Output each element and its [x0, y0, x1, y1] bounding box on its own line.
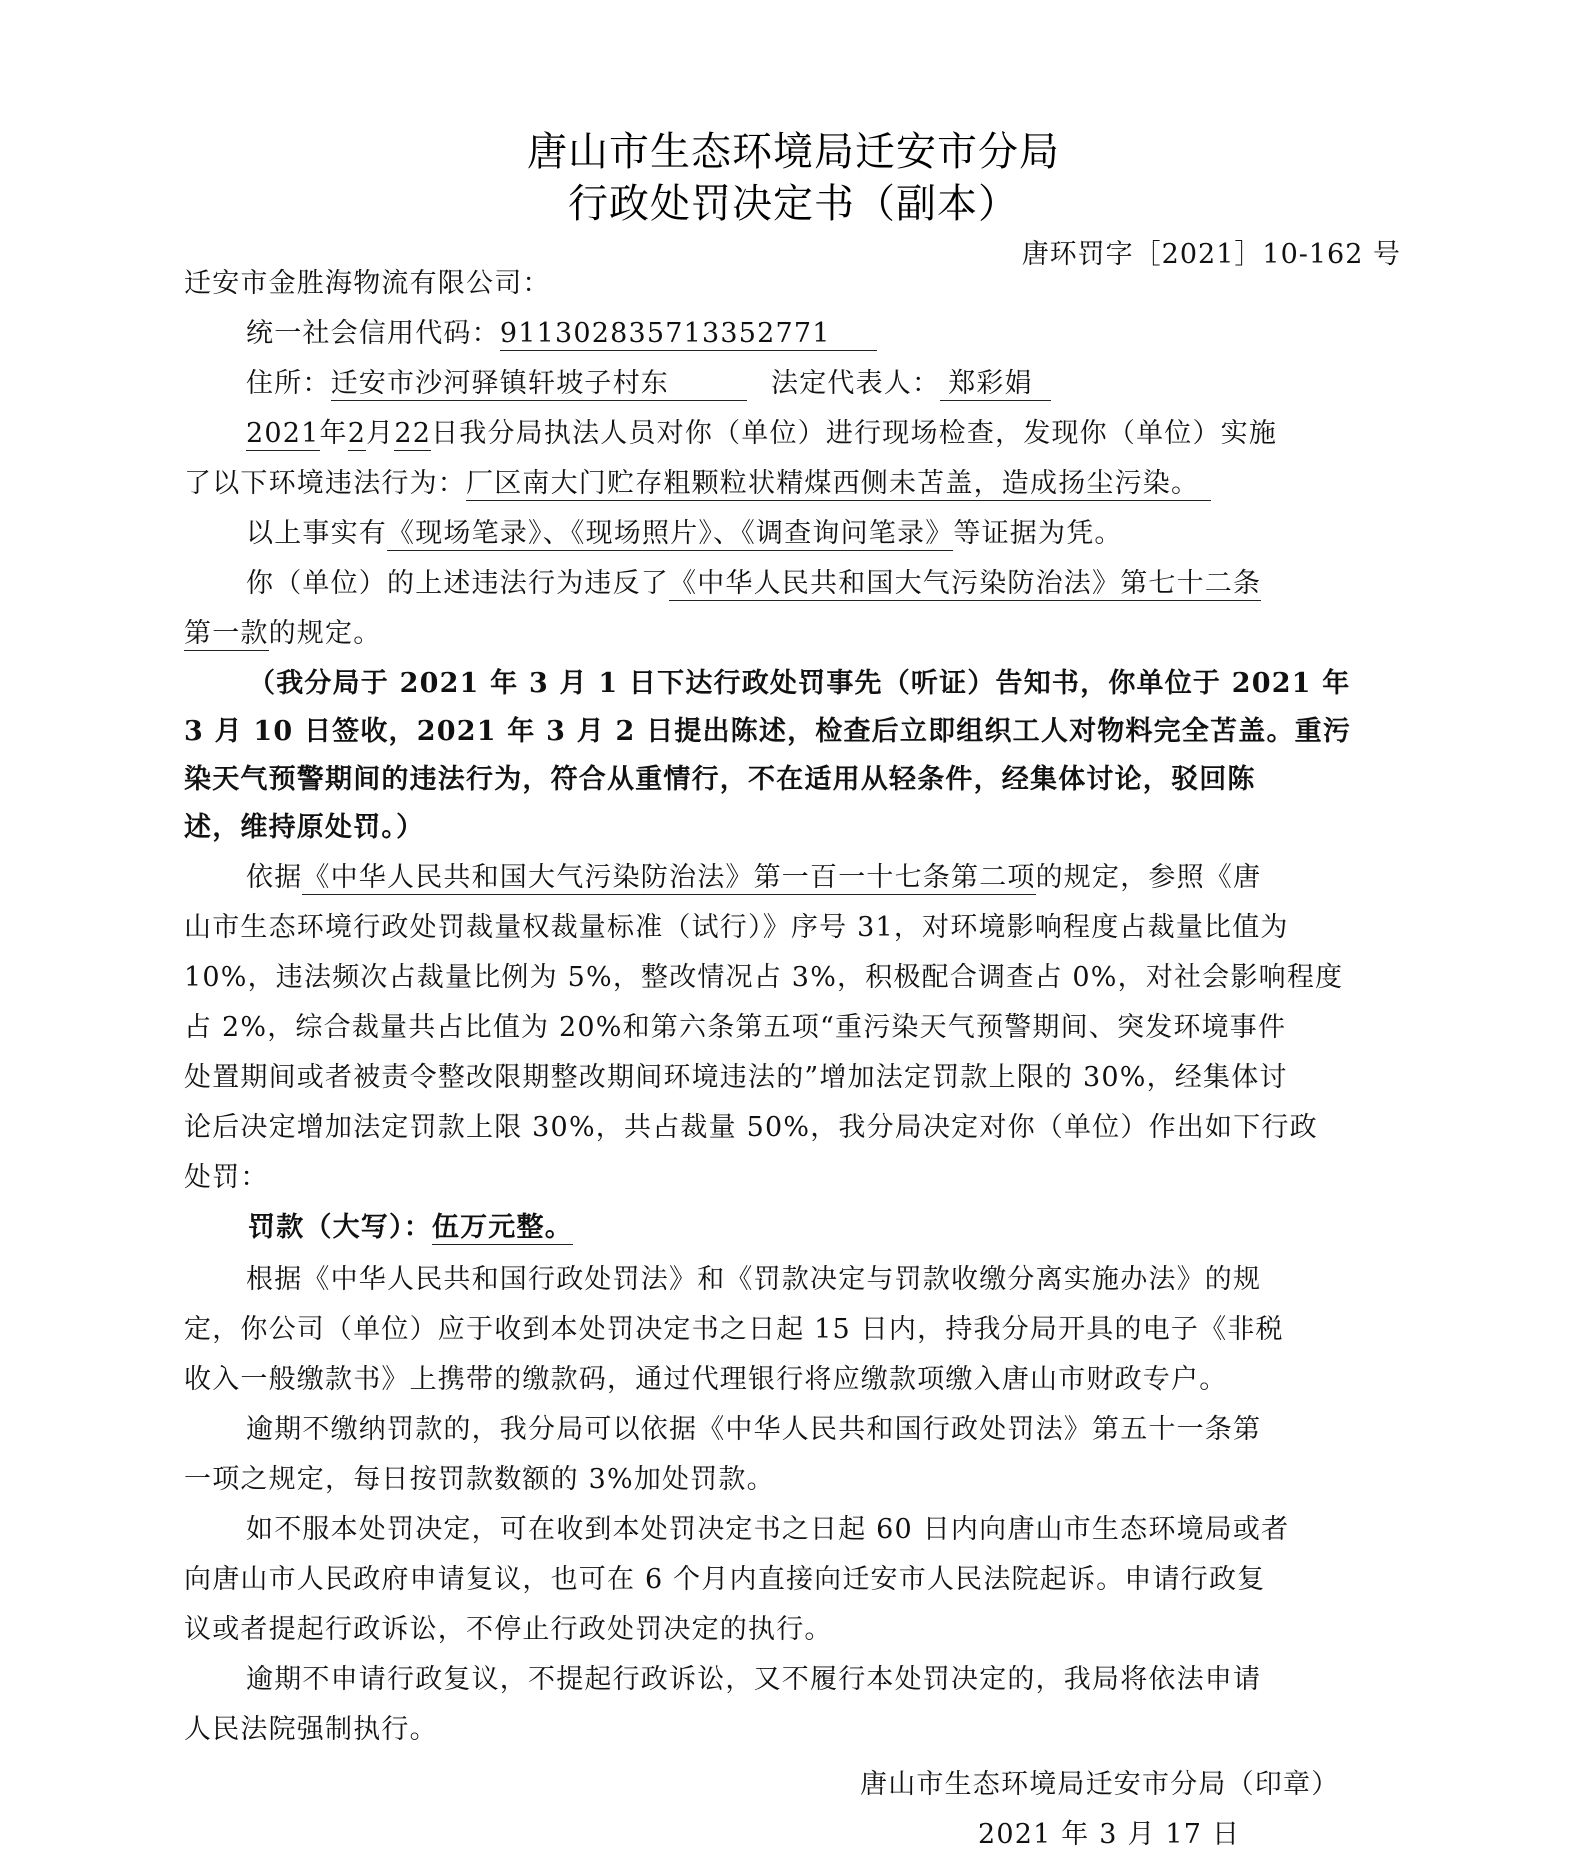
basis-line2: 山市生态环境行政处罚裁量权裁量标准（试行）》序号 31，对环境影响程度占裁量比值为 — [184, 912, 1289, 943]
evidence-suffix: 等证据为凭。 — [953, 518, 1123, 549]
basis-line5: 处置期间或者被责令整改限期整改期间环境违法的”增加法定罚款上限的 30%，经集体讨 — [184, 1062, 1288, 1093]
document-number: 唐环罚字［2021］10-162 号 — [1021, 239, 1401, 270]
credit-code-value: 911302835713352771 — [500, 318, 877, 351]
law-violated-prefix: 你（单位）的上述违法行为违反了 — [246, 568, 669, 599]
enforcement-line2: 人民法院强制执行。 — [184, 1714, 438, 1745]
penalty-label: 罚款（大写）： — [248, 1212, 432, 1243]
basis-prefix: 依据 — [246, 862, 303, 893]
inspection-line2 — [184, 466, 1211, 502]
law-violated-suffix: 的规定。 — [268, 618, 382, 649]
legal-rep-value: 郑彩娟 — [940, 368, 1051, 401]
issue-date: 2021 年 3 月 17 日 — [978, 1819, 1241, 1850]
credit-code-row — [246, 316, 877, 352]
document-title-line1: 唐山市生态环境局迁安市分局 — [527, 129, 1060, 175]
violation-intro: 了以下环境违法行为： — [184, 468, 466, 499]
legal-rep-label: 法定代表人： — [771, 368, 941, 399]
penalty-line — [248, 1210, 573, 1246]
document-title-line2: 行政处罚决定书（副本） — [568, 181, 1019, 227]
address-label: 住所： — [246, 368, 331, 399]
evidence-items: 《现场笔录》、《现场照片》、《调查询问笔录》 — [387, 518, 954, 549]
party-name: 迁安市金胜海物流有限公司： — [184, 268, 551, 299]
statement-line4: 述，维持原处罚。） — [184, 812, 425, 843]
appeal-line3: 议或者提起行政诉讼，不停止行政处罚决定的执行。 — [184, 1614, 833, 1645]
basis-line7: 处罚： — [184, 1162, 269, 1193]
violation-text: 厂区南大门贮存粗颗粒状精煤西侧未苫盖，造成扬尘污染。 — [466, 468, 1211, 501]
address-row — [246, 366, 1051, 402]
law-violated-line2 — [184, 616, 381, 652]
statement-line3: 染天气预警期间的违法行为，符合从重情行，不在适用从轻条件，经集体讨论，驳回陈 — [184, 764, 1256, 795]
basis-law: 《中华人民共和国大气污染防治法》第一百一十七条第二项 — [302, 862, 1036, 893]
evidence-prefix: 以上事实有 — [246, 518, 387, 549]
inspection-line1 — [246, 416, 1277, 452]
basis-line6: 论后决定增加法定罚款上限 30%，共占裁量 50%，我分局决定对你（单位）作出如下行政 — [184, 1112, 1318, 1143]
inspection-month: 2 — [347, 418, 367, 449]
inspection-year: 2021 — [246, 418, 320, 449]
basis-line4: 占 2%，综合裁量共占比值为 20%和第六条第五项“重污染天气预警期间、突发环境事件 — [184, 1012, 1287, 1043]
inspection-text: 日我分局执法人员对你（单位）进行现场检查，发现你（单位）实施 — [431, 418, 1278, 449]
inspection-day: 22 — [394, 418, 432, 449]
overdue-line2: 一项之规定，每日按罚款数额的 3%加处罚款。 — [184, 1464, 775, 1495]
appeal-line1: 如不服本处罚决定，可在收到本处罚决定书之日起 60 日内向唐山市生态环境局或者 — [246, 1514, 1290, 1545]
issuer-signature: 唐山市生态环境局迁安市分局（印章） — [860, 1769, 1340, 1800]
statement-line2: 3 月 10 日签收，2021 年 3 月 2 日提出陈述，检查后立即组织工人对物料完全苫盖。重污 — [184, 716, 1352, 747]
penalty-amount: 伍万元整。 — [431, 1212, 573, 1243]
basis-line3: 10%，违法频次占裁量比例为 5%，整改情况占 3%，积极配合调查占 0%，对社会影响程度 — [184, 962, 1344, 993]
appeal-line2: 向唐山市人民政府申请复议，也可在 6 个月内直接向迁安市人民法院起诉。申请行政复 — [184, 1564, 1266, 1595]
statement-line1: （我分局于 2021 年 3 月 1 日下达行政处罚事先（听证）告知书，你单位于 2021 年 — [248, 668, 1351, 699]
law-violated-clause: 第一款 — [184, 618, 269, 649]
payment-line2: 定，你公司（单位）应于收到本处罚决定书之日起 15 日内，持我分局开具的电子《非税 — [184, 1314, 1284, 1345]
year-unit: 年 — [319, 418, 348, 449]
law-violated-line1 — [246, 566, 1261, 602]
month-unit: 月 — [366, 418, 395, 449]
credit-code-label: 统一社会信用代码： — [246, 318, 500, 349]
evidence-line — [246, 516, 1123, 552]
enforcement-line1: 逾期不申请行政复议，不提起行政诉讼，又不履行本处罚决定的，我局将依法申请 — [246, 1664, 1262, 1695]
law-violated-law: 《中华人民共和国大气污染防治法》第七十二条 — [669, 568, 1262, 599]
basis-suffix: 的规定，参照《唐 — [1035, 862, 1262, 893]
payment-line1: 根据《中华人民共和国行政处罚法》和《罚款决定与罚款收缴分离实施办法》的规 — [246, 1264, 1262, 1295]
overdue-line1: 逾期不缴纳罚款的，我分局可以依据《中华人民共和国行政处罚法》第五十一条第 — [246, 1414, 1262, 1445]
address-value: 迁安市沙河驿镇轩坡子村东 — [331, 368, 747, 401]
payment-line3: 收入一般缴款书》上携带的缴款码，通过代理银行将应缴款项缴入唐山市财政专户。 — [184, 1364, 1228, 1395]
basis-line1 — [246, 860, 1261, 896]
